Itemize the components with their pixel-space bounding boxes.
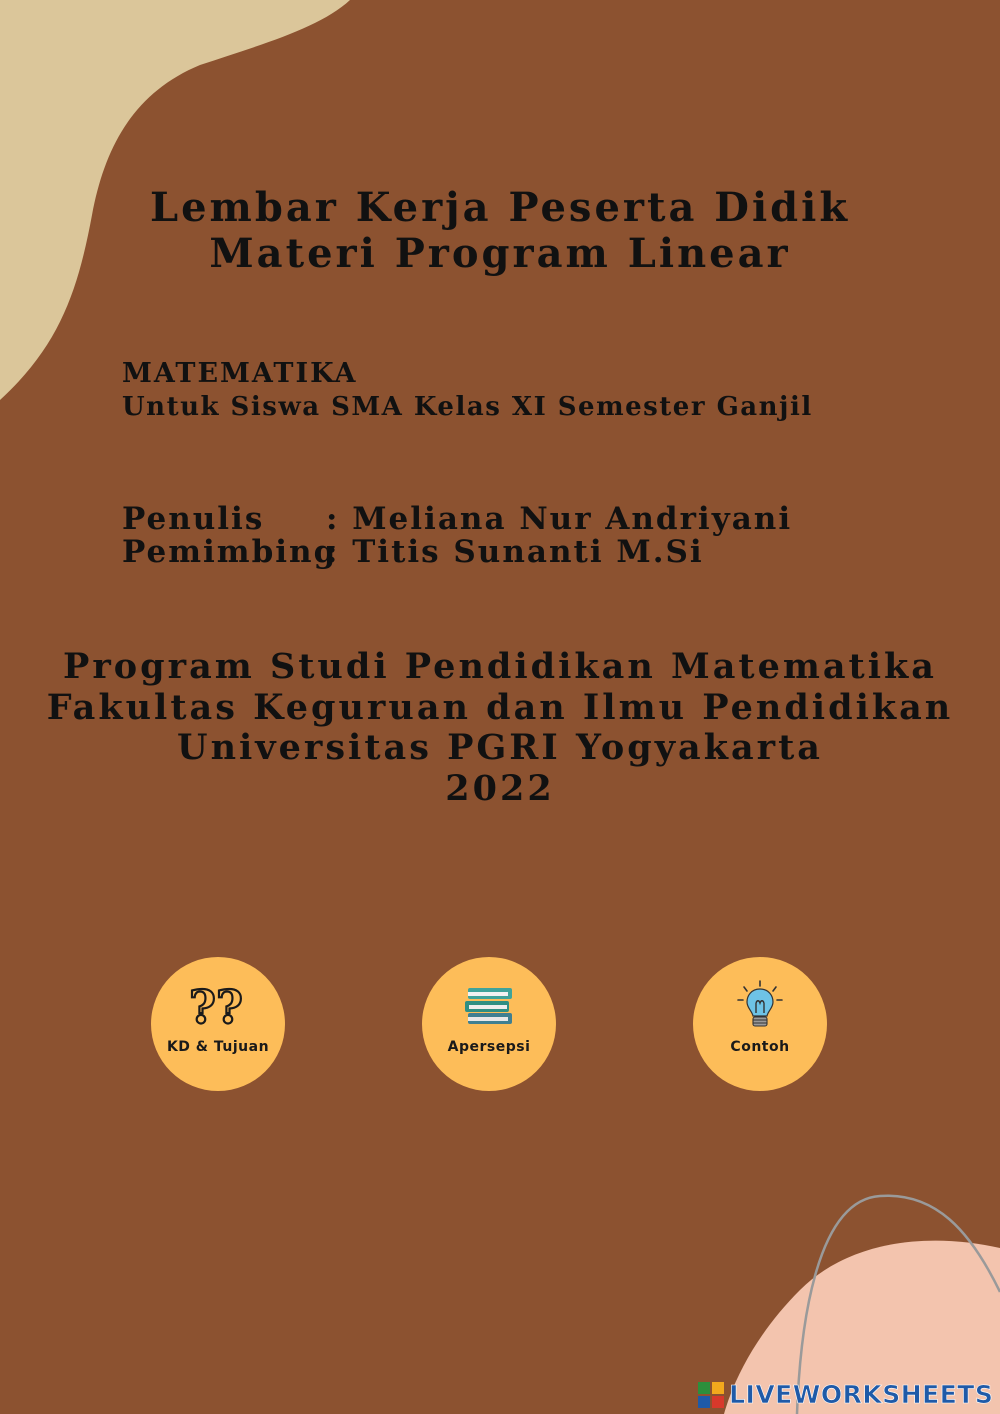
subject-name: MATEMATIKA	[122, 358, 358, 389]
title-line-1: Lembar Kerja Peserta Didik	[149, 184, 851, 231]
kd-tujuan-label: KD & Tujuan	[166, 1039, 270, 1055]
kd-tujuan-button[interactable]	[151, 957, 285, 1091]
apersepsi-button[interactable]	[422, 957, 556, 1091]
books-icon	[459, 979, 519, 1031]
institution-faculty: Fakultas Keguruan dan Ilmu Pendidikan	[46, 687, 954, 728]
writer-row	[122, 502, 792, 536]
brand-name: LIVEWORKSHEETS	[729, 1380, 994, 1409]
writer-label: Penulis	[122, 501, 265, 537]
liveworksheets-brand[interactable]	[698, 1380, 993, 1410]
question-marks-icon	[188, 979, 248, 1031]
svg-text:??: ??	[189, 980, 243, 1031]
apersepsi-label: Apersepsi	[447, 1039, 531, 1055]
supervisor-value: : Titis Sunanti M.Si	[326, 534, 704, 570]
subject-audience: Untuk Siswa SMA Kelas XI Semester Ganjil	[122, 392, 813, 422]
contoh-button[interactable]	[693, 957, 827, 1091]
liveworksheets-logo-icon	[698, 1382, 724, 1408]
supervisor-label: Pemimbing	[122, 534, 338, 570]
writer-value: : Meliana Nur Andriyani	[326, 501, 793, 537]
contoh-label: Contoh	[730, 1039, 790, 1055]
supervisor-row	[122, 535, 704, 569]
institution-program: Program Studi Pendidikan Matematika	[63, 646, 937, 687]
institution-university: Universitas PGRI Yogyakarta	[177, 727, 823, 768]
title-line-2: Materi Program Linear	[209, 230, 791, 277]
lightbulb-icon	[730, 979, 790, 1031]
institution-year: 2022	[445, 768, 555, 809]
